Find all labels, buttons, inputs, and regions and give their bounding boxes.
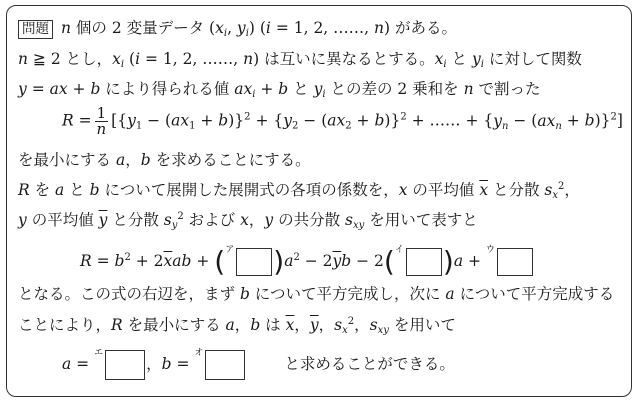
answer-label-e: エ bbox=[94, 348, 104, 358]
problem-line-3: y = ax + b により得られる値 $ax_i + b$ と $y_i$ との差の 2 乗和を n で割った bbox=[18, 80, 541, 100]
answer-box-e[interactable] bbox=[105, 350, 145, 380]
answer-label-a: ア bbox=[225, 245, 235, 255]
answer-label-i: イ bbox=[394, 245, 404, 255]
problem-line-6: R を a と b について展開した展開式の各項の係数を，x の平均値 $\overline{x}$ と分散 $s_x^2$， bbox=[18, 181, 580, 201]
one-over-n: $\frac{1}{n}$ bbox=[96, 104, 107, 138]
answer-box-i[interactable] bbox=[406, 248, 442, 276]
problem-line-9: となる。この式の右辺を，まず b について平方完成し，次に a について平方完成する bbox=[18, 285, 615, 303]
answer-label-o: オ bbox=[194, 348, 204, 358]
problem-line-7: y の平均値 $\overline{y}$ と分散 $s_y^2$ および x，y の共分散 $s_{xy}$ を用いて表すと bbox=[18, 211, 478, 231]
problem-line-10: ことにより，R を最小にする a，b は $\overline{x}$，$\overline{y}$，$s_x^2$，$s_{xy}$ を用いて bbox=[18, 316, 456, 336]
answer-box-a[interactable] bbox=[236, 248, 272, 276]
answer-box-o[interactable] bbox=[205, 350, 245, 380]
problem-line-5: を最小にする a，b を求めることにする。 bbox=[18, 151, 311, 169]
answer-box-u[interactable] bbox=[497, 248, 533, 276]
problem-tag: 問題 bbox=[18, 20, 53, 39]
answer-label-u: ウ bbox=[485, 245, 495, 255]
problem-line-11: a = $^エ$，b = $^オ$と求めることができる。 bbox=[62, 345, 455, 380]
problem-line-2: n ≧ 2 とし，$x_i$ (i = 1, 2, ……, n) は互いに異なるとする。$x_i$ と $y_i$ に対して関数 bbox=[18, 50, 582, 70]
expansion-formula: $R = b^2 + 2\overline{x}ab + (^ア$ )$a^2 - 2\overline{y}b - 2(^イ$ )a + $^ウ$ bbox=[80, 242, 534, 276]
problem-line-1: 問題 n 個の 2 変量データ ($x_i$, $y_i$) (i = 1, 2, ……, n) がある。 bbox=[18, 16, 457, 39]
r-formula: R = $\frac{1}{n}$ [$\{y_1 - (ax_1 + b)\}^2 + \{y_2 - (ax_2 + b)\}^2$ + …… + $\{y_n - (ax_n + b)\}^2$] bbox=[62, 104, 623, 138]
